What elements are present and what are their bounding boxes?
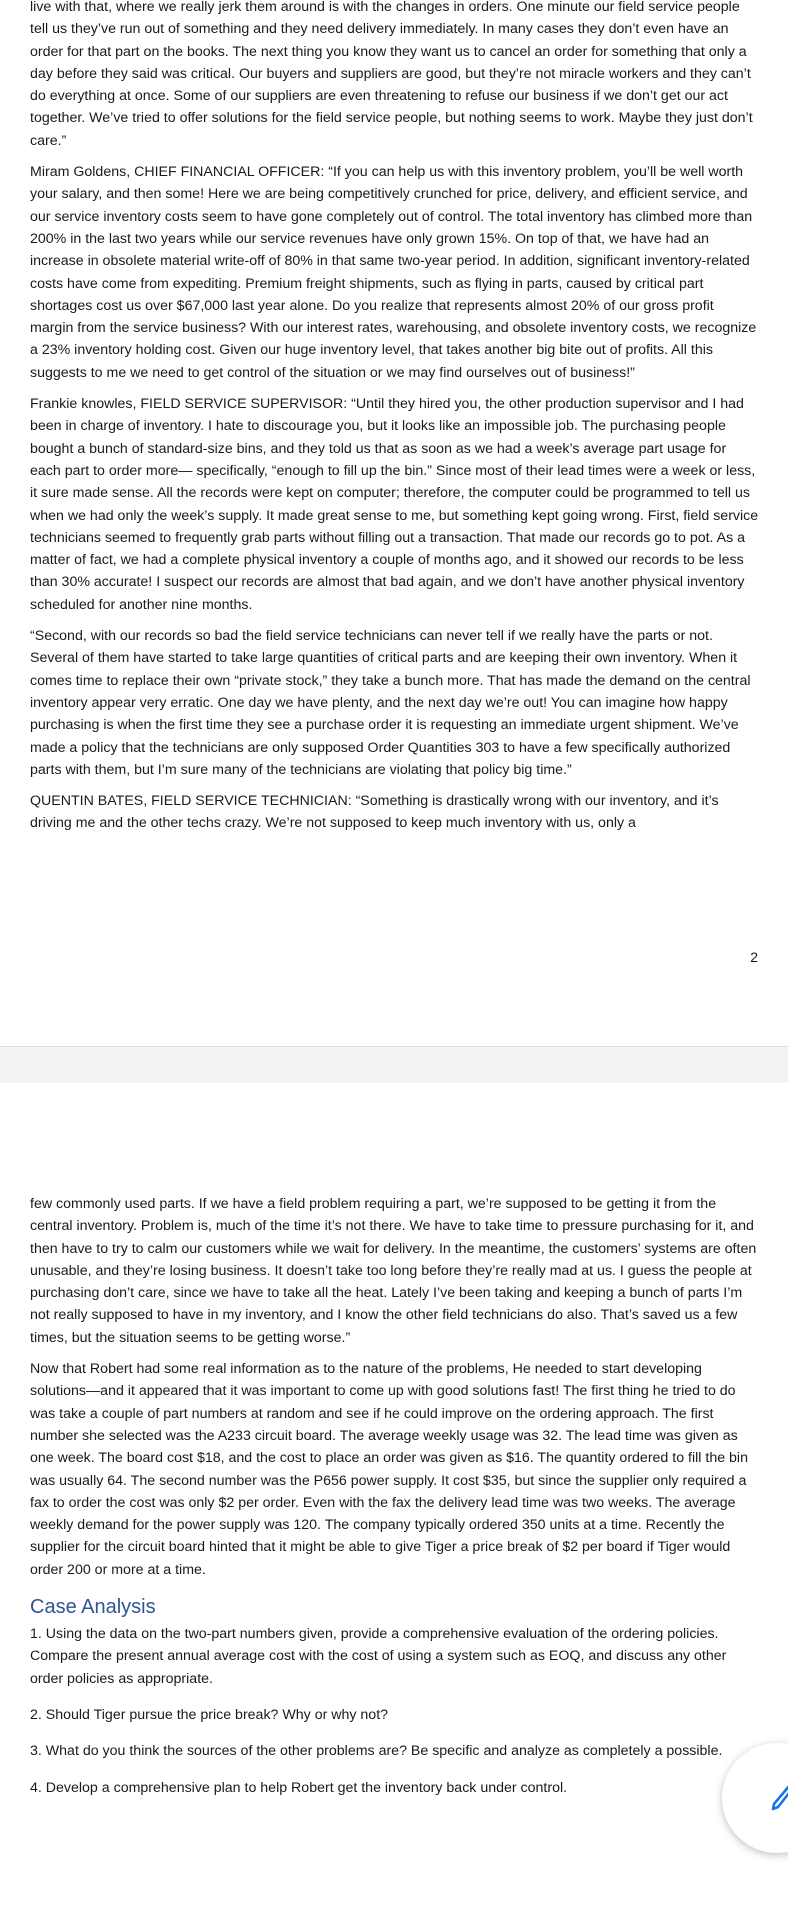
paragraph-supervisor-second: “Second, with our records so bad the field service technicians can never tell if we really have the parts or not. Several of them have started to take large quantities of critical parts and are keeping their own inventory. When it comes time to replace their own “private stock,” they take a bunch more. That has made the demand on the central inventory appear very erratic. One day we have plenty, and the next day we’re out! You can imagine how happy purchasing is when the first time they see a purchase order it is requesting an immediate urgent shipment. We’ve made a policy that the technicians are only supposed Order Quantities 303 to have a few specifically authorized parts with them, but I’m sure many of the technicians are violating that policy big time.”	[30, 628, 751, 778]
paragraph-cfo-quote: Miram Goldens, CHIEF FINANCIAL OFFICER: “If you can help us with this inventory problem, you’ll be well worth your salary, and then some! Here we are being competitively crunched for price, delivery, and efficient service, and our service inventory costs seem to have gone completely out of control. The total inventory has climbed more than 200% in the last two years while our service revenues have only grown 15%. On top of that, we have had an increase in obsolete material write-off of 80% in that same two-year period. In addition, significant inventory-related costs have come from expediting. Premium freight shipments, such as flying in parts, caused by critical part shortages cost us over $67,000 last year alone. Do you realize that represents almost 20% of our gross profit margin from the service business? With our interest rates, warehousing, and obsolete inventory costs, we recognize a 23% inventory holding cost. Given our huge inventory level, that takes another big bite out of profits. All this suggests to me we need to get control of the situation or we may find ourselves out of business!”	[30, 164, 757, 381]
section-heading-case-analysis: Case Analysis	[30, 1596, 156, 1619]
paragraph-technician-continued: few commonly used parts. If we have a field problem requiring a part, we’re supposed to be getting it from the central inventory. Problem is, much of the time it’s not there. We have to take time to pressure purchasing for it, and then have to try to calm our customers while we wait for delivery. In the meantime, the customers’ systems are often unusable, and they’re losing business. It doesn’t take too long before they’re really mad at us. I guess the people at purchasing don’t care, since we have to take all the heat. Lately I’ve been taking and keeping a bunch of parts I’m not really supposed to have in my inventory, and I know the other field technicians do also. That’s saved us a few times, but the situation seems to be getting worse.”	[30, 1196, 757, 1346]
question-1: 1. Using the data on the two-part numbers given, provide a comprehensive evaluation of the ordering policies. Compare the present annual average cost with the cost of using a system such as EOQ, and discuss any other order policies as appropriate.	[30, 1626, 727, 1687]
document-page-3	[0, 1083, 788, 1920]
question-3: 3. What do you think the sources of the other problems are? Be specific and analyze as completely a possible.	[30, 1743, 723, 1760]
question-2: 2. Should Tiger pursue the price break? Why or why not?	[30, 1706, 389, 1723]
paragraph-supervisor-quote: Frankie knowles, FIELD SERVICE SUPERVISOR: “Until they hired you, the other production supervisor and I had been in charge of inventory. I hate to discourage you, but it looks like an impossible job. The purchasing people bought a bunch of standard-size bins, and they told us that as soon as we had a week’s average part usage for each part to order more— specifically, “enough to fill up the bin.” Since most of their lead times were a week or less, it sure made sense. All the records were kept on computer; therefore, the computer could be programmed to tell us when we had only the week’s supply. It made great sense to me, but something kept going wrong. First, field service technicians seemed to frequently grab parts without filling out a transaction. That made our records go to pot. As a matter of fact, we had a complete physical inventory a couple of months ago, and it showed our records to be less than 30% accurate! I suspect our records are almost that bad again, and we don’t have another physical inventory scheduled for another nine months.	[30, 396, 759, 613]
page-separator	[0, 1046, 788, 1083]
page-3-body	[30, 1193, 760, 1813]
pencil-edit-icon	[770, 1783, 788, 1811]
paragraph-robert-solutions: Now that Robert had some real information as to the nature of the problems, He needed to start developing solutions—and it appeared that it was important to come up with good solutions fast! The first thing he tried to do was take a couple of part numbers at random and see if he could improve on the ordering approach. The first number she selected was the A233 circuit board. The average weekly usage was 32. The lead time was given as one week. The board cost $18, and the cost to place an order was given as $16. The quantity ordered to fill the bin was usually 64. The second number was the P656 power supply. It cost $35, but since the supplier only required a fax to order the cost was only $2 per order. Even with the fax the delivery lead time was two weeks. The average weekly demand for the power supply was 120. The company typically ordered 350 units at a time. Recently the supplier for the circuit board hinted that it might be able to give Tiger a price break of $2 per board if Tiger would order 200 or more at a time.	[30, 1361, 748, 1578]
paragraph-technician-quote: QUENTIN BATES, FIELD SERVICE TECHNICIAN: “Something is drastically wrong with our inventory, and it’s driving me and the other techs crazy. We’re not supposed to keep much inventory with us, only a	[30, 793, 719, 832]
page-number: 2	[750, 949, 758, 965]
paragraph-order-changes: live with that, where we really jerk them around is with the changes in orders. One minute our field service people tell us they’ve run out of something and they need delivery immediately. In many cases they don’t even have an order for that part on the books. The next thing you know they want us to cancel an order for something that only a day before they said was critical. Our buyers and suppliers are good, but they’re not miracle workers and they can’t do everything at once. Some of our suppliers are even threatening to refuse our business if we don’t get our act together. We’ve tried to offer solutions for the field service people, but nothing seems to work. Maybe they just don’t care.”	[30, 0, 753, 149]
question-4: 4. Develop a comprehensive plan to help Robert get the inventory back under control.	[30, 1779, 568, 1796]
page-2-body	[30, 0, 760, 844]
